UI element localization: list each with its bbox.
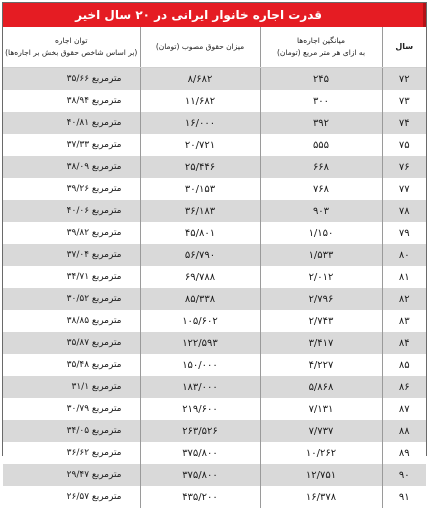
cell-year: ۷۹ [382,222,426,244]
cell-rent: ۲/۷۴۳ [260,310,382,332]
title-accent [423,3,426,27]
cell-power: مترمربع ۳۰/۵۲ [3,288,140,310]
cell-power: مترمربع ۳۷/۳۳ [3,134,140,156]
cell-wage: ۲۶۳/۵۲۶ [140,420,260,442]
cell-rent: ۱/۵۳۳ [260,244,382,266]
cell-year: ۸۱ [382,266,426,288]
table-row [3,310,426,332]
cell-wage: ۱۱/۶۸۲ [140,90,260,112]
table-row [3,178,426,200]
page-title: قدرت اجاره خانوار ایرانی در ۲۰ سال اخیر [75,8,322,22]
table-row [3,266,426,288]
table-row [3,486,426,508]
cell-year: ۷۴ [382,112,426,134]
cell-power: مترمربع ۳۹/۲۶ [3,178,140,200]
cell-rent: ۷/۷۳۷ [260,420,382,442]
header-year: سال [382,27,426,68]
table-row [3,376,426,398]
cell-power: مترمربع ۳۵/۸۷ [3,332,140,354]
cell-wage: ۵۶/۷۹۰ [140,244,260,266]
cell-power: مترمربع ۲۹/۴۷ [3,464,140,486]
cell-power: مترمربع ۳۸/۹۴ [3,90,140,112]
table-row [3,244,426,266]
cell-wage: ۴۵/۸۰۱ [140,222,260,244]
cell-rent: ۳۹۲ [260,112,382,134]
cell-power: مترمربع ۳۰/۷۹ [3,398,140,420]
cell-wage: ۳۶/۱۸۳ [140,200,260,222]
table-row [3,464,426,486]
title-bar [3,3,426,27]
cell-rent: ۱۶/۳۷۸ [260,486,382,508]
cell-wage: ۸۵/۳۳۸ [140,288,260,310]
cell-power: مترمربع ۳۹/۸۲ [3,222,140,244]
cell-power: مترمربع ۳۸/۸۵ [3,310,140,332]
cell-power: مترمربع ۴۰/۸۱ [3,112,140,134]
cell-rent: ۵/۸۶۸ [260,376,382,398]
cell-rent: ۳/۴۱۷ [260,332,382,354]
cell-wage: ۲۵/۴۴۶ [140,156,260,178]
cell-year: ۷۸ [382,200,426,222]
table-row [3,200,426,222]
cell-rent: ۹۰۳ [260,200,382,222]
cell-rent: ۶۶۸ [260,156,382,178]
cell-wage: ۲۰/۷۲۱ [140,134,260,156]
cell-year: ۸۸ [382,420,426,442]
cell-year: ۸۹ [382,442,426,464]
table-header-row [3,27,426,68]
table-row [3,90,426,112]
cell-rent: ۷۶۸ [260,178,382,200]
table-frame [2,2,427,503]
cell-year: ۷۲ [382,68,426,91]
table-row [3,332,426,354]
cell-wage: ۱۵۰/۰۰۰ [140,354,260,376]
table-row [3,134,426,156]
table-row [3,68,426,91]
cell-year: ۸۰ [382,244,426,266]
cell-wage: ۱۸۳/۰۰۰ [140,376,260,398]
cell-year: ۸۳ [382,310,426,332]
table-row [3,420,426,442]
cell-rent: ۴/۲۲۷ [260,354,382,376]
cell-year: ۹۰ [382,464,426,486]
cell-rent: ۲۴۵ [260,68,382,91]
cell-year: ۷۷ [382,178,426,200]
rent-power-table [3,27,426,508]
cell-rent: ۲/۰۱۲ [260,266,382,288]
cell-wage: ۱۰۵/۶۰۲ [140,310,260,332]
cell-wage: ۱۲۲/۵۹۳ [140,332,260,354]
cell-power: مترمربع ۳۷/۰۴ [3,244,140,266]
cell-rent: ۳۰۰ [260,90,382,112]
cell-power: مترمربع ۳۸/۰۹ [3,156,140,178]
cell-wage: ۱۶/۰۰۰ [140,112,260,134]
cell-rent: ۵۵۵ [260,134,382,156]
cell-year: ۸۲ [382,288,426,310]
cell-power: مترمربع ۳۵/۴۸ [3,354,140,376]
cell-year: ۹۱ [382,486,426,508]
cell-rent: ۱/۱۵۰ [260,222,382,244]
header-rent: میانگین اجاره‌ها به ازای هر متر مربع (تومان) [260,27,382,68]
table-row [3,156,426,178]
cell-rent: ۲/۷۹۶ [260,288,382,310]
cell-power: مترمربع ۳۴/۷۱ [3,266,140,288]
cell-year: ۸۷ [382,398,426,420]
cell-year: ۸۵ [382,354,426,376]
table-row [3,112,426,134]
cell-wage: ۳۷۵/۸۰۰ [140,442,260,464]
header-wage: میزان حقوق مصوب (تومان) [140,27,260,68]
cell-rent: ۷/۱۳۱ [260,398,382,420]
cell-year: ۸۴ [382,332,426,354]
cell-wage: ۸/۶۸۲ [140,68,260,91]
cell-year: ۸۶ [382,376,426,398]
cell-year: ۷۵ [382,134,426,156]
cell-power: مترمربع ۳۴/۰۵ [3,420,140,442]
cell-rent: ۱۲/۷۵۱ [260,464,382,486]
cell-power: مترمربع ۳۶/۶۲ [3,442,140,464]
cell-rent: ۱۰/۲۶۲ [260,442,382,464]
cell-wage: ۲۱۹/۶۰۰ [140,398,260,420]
table-row [3,398,426,420]
cell-power: مترمربع ۳۱/۱ [3,376,140,398]
cell-wage: ۴۳۵/۲۰۰ [140,486,260,508]
table-row [3,222,426,244]
cell-power: مترمربع ۳۵/۶۶ [3,68,140,91]
table-row [3,354,426,376]
header-power: توان اجاره (بر اساس شاخص حقوق بخش بر اجاره‌ها) [3,27,140,68]
table-row [3,288,426,310]
cell-year: ۷۶ [382,156,426,178]
table-row [3,442,426,464]
cell-year: ۷۳ [382,90,426,112]
cell-power: مترمربع ۲۶/۵۷ [3,486,140,508]
cell-wage: ۳۷۵/۸۰۰ [140,464,260,486]
cell-wage: ۳۰/۱۵۳ [140,178,260,200]
cell-power: مترمربع ۴۰/۰۶ [3,200,140,222]
cell-wage: ۶۹/۷۸۸ [140,266,260,288]
